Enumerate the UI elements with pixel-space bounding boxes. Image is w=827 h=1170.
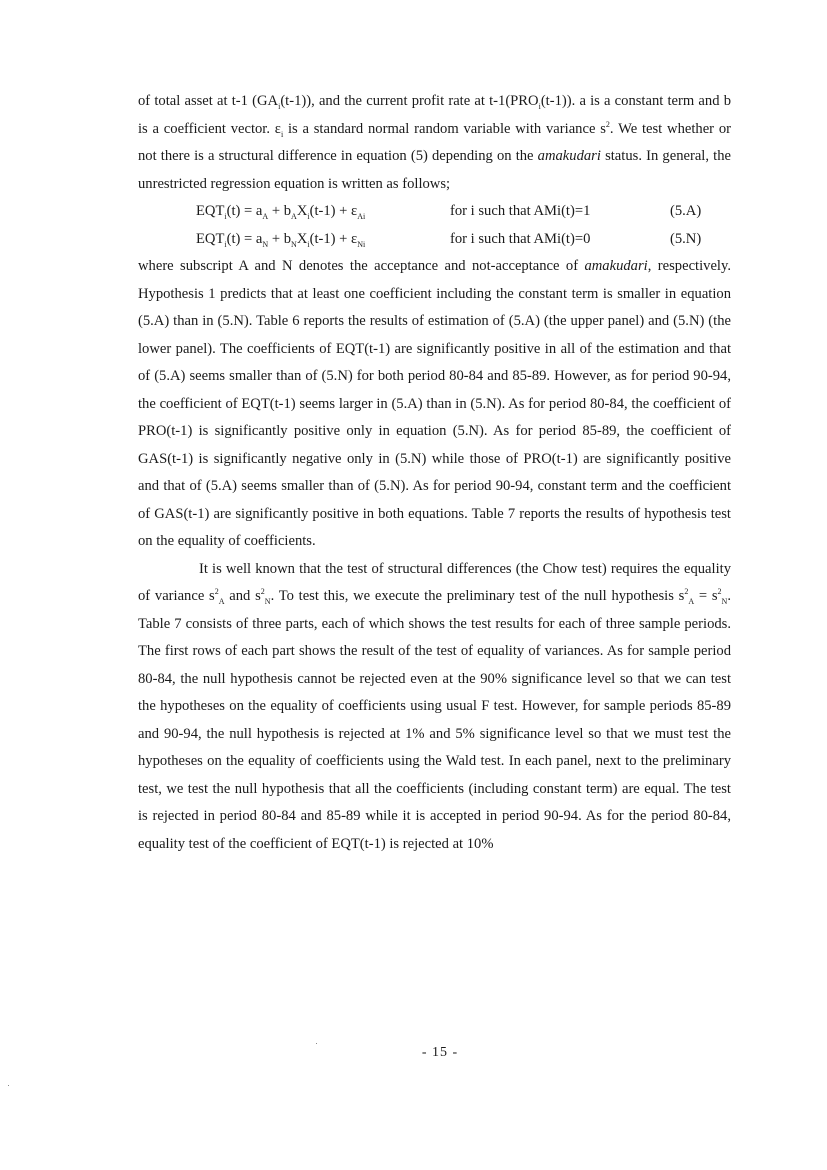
equation-condition: for i such that AMi(t)=0 — [450, 230, 591, 247]
paragraph-chow-test: It is well known that the test of structural differences (the Chow test) requires the equality of variance $s^2_A$ and $s^2_N$. To test this, we execute the preliminary test of the null hypothesis $s^2_A = s^2_N$. Table 7 consists of three parts, each of which shows the test results for each of three sample periods. The first rows of each part shows the result of the test of equality of variances. As for sample period 80-84, the null hypothesis cannot be rejected even at the 90% significance level so that we can test the hypotheses on the equality of coefficients using usual F test. However, for sample periods 85-89 and 90-94, the null hypothesis is rejected at 1% and 5% significance level so that we must test the hypotheses on the equality of coefficients using the Wald test. In each panel, next to the preliminary test, we test the null hypothesis that all the coefficients (including constant term) are equal. The test is rejected in period 80-84 and 85-89 while it is accepted in period 90-94. As for the period 80-84, equality test of the coefficient of EQT(t-1) is rejected at 10% — [138, 560, 731, 852]
equation-5a — [138, 198, 731, 226]
equation-number: (5.N) — [670, 230, 702, 247]
body-text — [138, 88, 731, 858]
paragraph-continuation: of total asset at t-1 $(GA_i(t-1))$, and the current profit rate at $t-1(PRO_i(t-1))$. a is a constant term and b is a coefficient vector. $\varepsilon_i$ is a standard normal random variable with variance $s^2$. We test whether or not there is a structural difference in equation (5) depending on the amakudari status. In general, the unrestricted regression equation is written as follows; — [138, 93, 731, 192]
equation-expression: $EQT_i(t) = a_A + b_AX_i(t-1) + \varepsilon_{Ai}$ — [196, 203, 366, 221]
page-number: - 15 - — [421, 1045, 459, 1060]
paragraph-results: where subscript A and N denotes the acceptance and not-acceptance of amakudari, respectively. Hypothesis 1 predicts that at least one coefficient including the constant term is smaller in equation (5.A) than in (5.N). Table 6 reports the results of estimation of (5.A) (the upper panel) and (5.N) (the lower panel). The coefficients of EQT(t-1) are significantly positive in all of the estimation and that of (5.A) seems smaller than of (5.N) for both period 80-84 and 85-89. However, as for period 90-94, the coefficient of EQT(t-1) seems larger in (5.A) than in (5.N). As for period 80-84, the coefficient of PRO(t-1) is significantly positive only in equation (5.N). As for period 85-89, the coefficient of GAS(t-1) is significantly negative only in (5.N) while those of PRO(t-1) are significantly positive and that of (5.A) seems smaller than of (5.N). As for period 90-94, constant term and the coefficient of GAS(t-1) are significantly positive in both equations. Table 7 reports the results of hypothesis test on the equality of coefficients. — [138, 258, 731, 549]
equation-expression: $EQT_i(t) = a_N + b_NX_i(t-1) + \varepsilon_{Ni}$ — [196, 230, 366, 249]
scan-speck — [316, 1043, 317, 1044]
equation-number: (5.A) — [670, 203, 702, 219]
equation-condition: for i such that AMi(t)=1 — [450, 203, 591, 219]
scan-speck — [8, 1085, 9, 1086]
equation-5n — [138, 226, 731, 254]
